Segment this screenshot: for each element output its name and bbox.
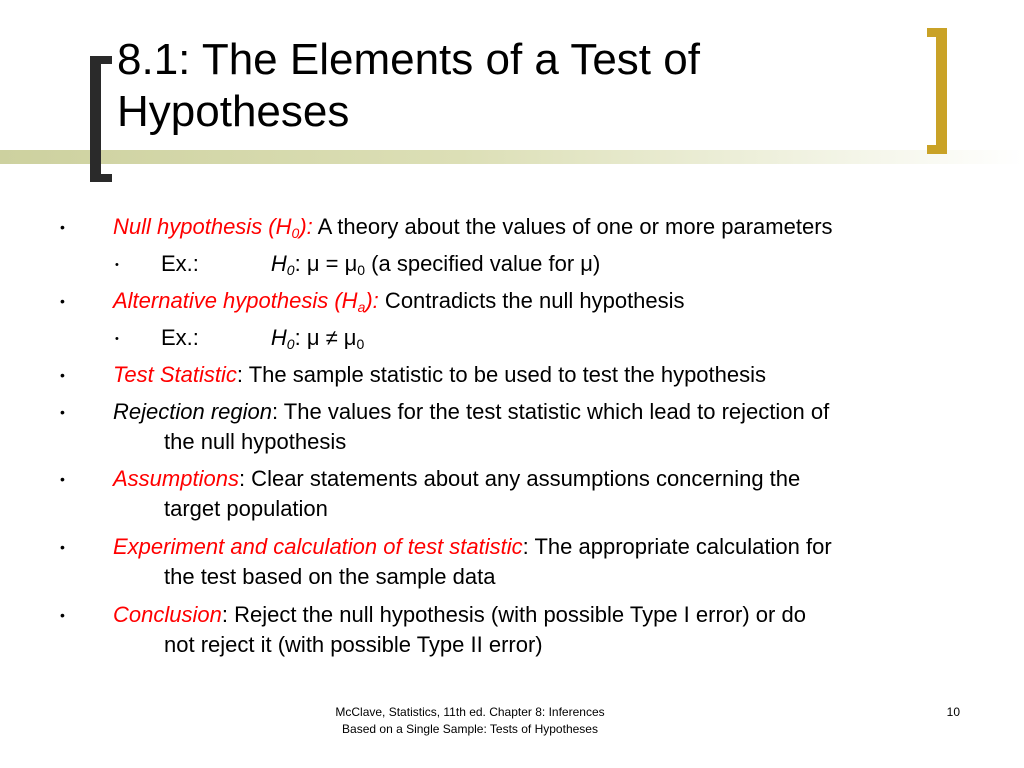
bullet-experiment-calculation — [113, 532, 832, 562]
term-alternative-hypothesis: Alternative hypothesis $(H_a)$: — [113, 288, 379, 315]
sub-bullet-icon: • — [115, 259, 119, 271]
bullet-assumptions — [113, 464, 800, 494]
bullet-icon: • — [60, 539, 65, 555]
definition-text: : Reject the null hypothesis (with possible Type I error) or do — [221, 602, 806, 627]
bullet-rejection-region — [113, 397, 829, 427]
continuation-text: the null hypothesis — [164, 429, 347, 454]
definition-text: : The appropriate calculation for — [522, 534, 832, 559]
definition-text: : The values for the test statistic which lead to rejection of — [271, 399, 830, 424]
bullet-null-hypothesis — [113, 212, 833, 242]
sub-bullet-icon: • — [115, 333, 119, 345]
term-test-statistic: Test Statistic — [113, 362, 237, 387]
definition-text: : Clear statements about any assumptions concerning the — [238, 466, 801, 491]
term-experiment-calculation: Experiment and calculation of test statistic — [113, 534, 523, 559]
continuation-text: the test based on the sample data — [164, 564, 496, 589]
example-label: Ex.: — [161, 251, 199, 276]
bullet-icon: • — [60, 471, 65, 487]
bullet-conclusion — [113, 600, 806, 630]
definition-text: A theory about the values of one or more parameters — [312, 214, 833, 239]
page-number: 10 — [946, 705, 960, 719]
bullet-icon: • — [60, 293, 65, 309]
title-line-1: 8.1: The Elements of a Test of — [117, 35, 700, 84]
sub-bullet-example-null: Ex.: $H_0$: $\mu = \mu_0$ (a specified value for μ) — [161, 251, 601, 278]
definition-text: Contradicts the null hypothesis — [378, 288, 685, 313]
example-label: Ex.: — [161, 325, 199, 350]
continuation-text: target population — [164, 496, 328, 521]
sub-bullet-example-alternative: Ex.: $H_0$: $\mu \ne \mu_0$ — [161, 325, 365, 352]
bullet-icon: • — [60, 404, 65, 420]
footer-line-1: McClave, Statistics, 11th ed. Chapter 8: Inferences — [335, 705, 605, 719]
term-null-hypothesis: Null hypothesis $(H_0)$: — [113, 214, 313, 241]
bullet-icon: • — [60, 607, 65, 623]
term-rejection-region: Rejection region — [113, 399, 272, 424]
bullet-icon: • — [60, 367, 65, 383]
term-conclusion: Conclusion — [113, 602, 222, 627]
bullet-test-statistic — [113, 360, 766, 390]
bullet-alternative-hypothesis — [113, 286, 685, 316]
definition-text: : The sample statistic to be used to test the hypothesis — [236, 362, 767, 387]
title-line-2: Hypotheses — [117, 87, 350, 136]
term-assumptions: Assumptions — [113, 466, 239, 491]
footer-line-2: Based on a Single Sample: Tests of Hypotheses — [342, 722, 598, 736]
bullet-icon: • — [60, 219, 65, 235]
continuation-text: not reject it (with possible Type II error) — [164, 632, 543, 657]
slide-footer — [290, 704, 650, 738]
